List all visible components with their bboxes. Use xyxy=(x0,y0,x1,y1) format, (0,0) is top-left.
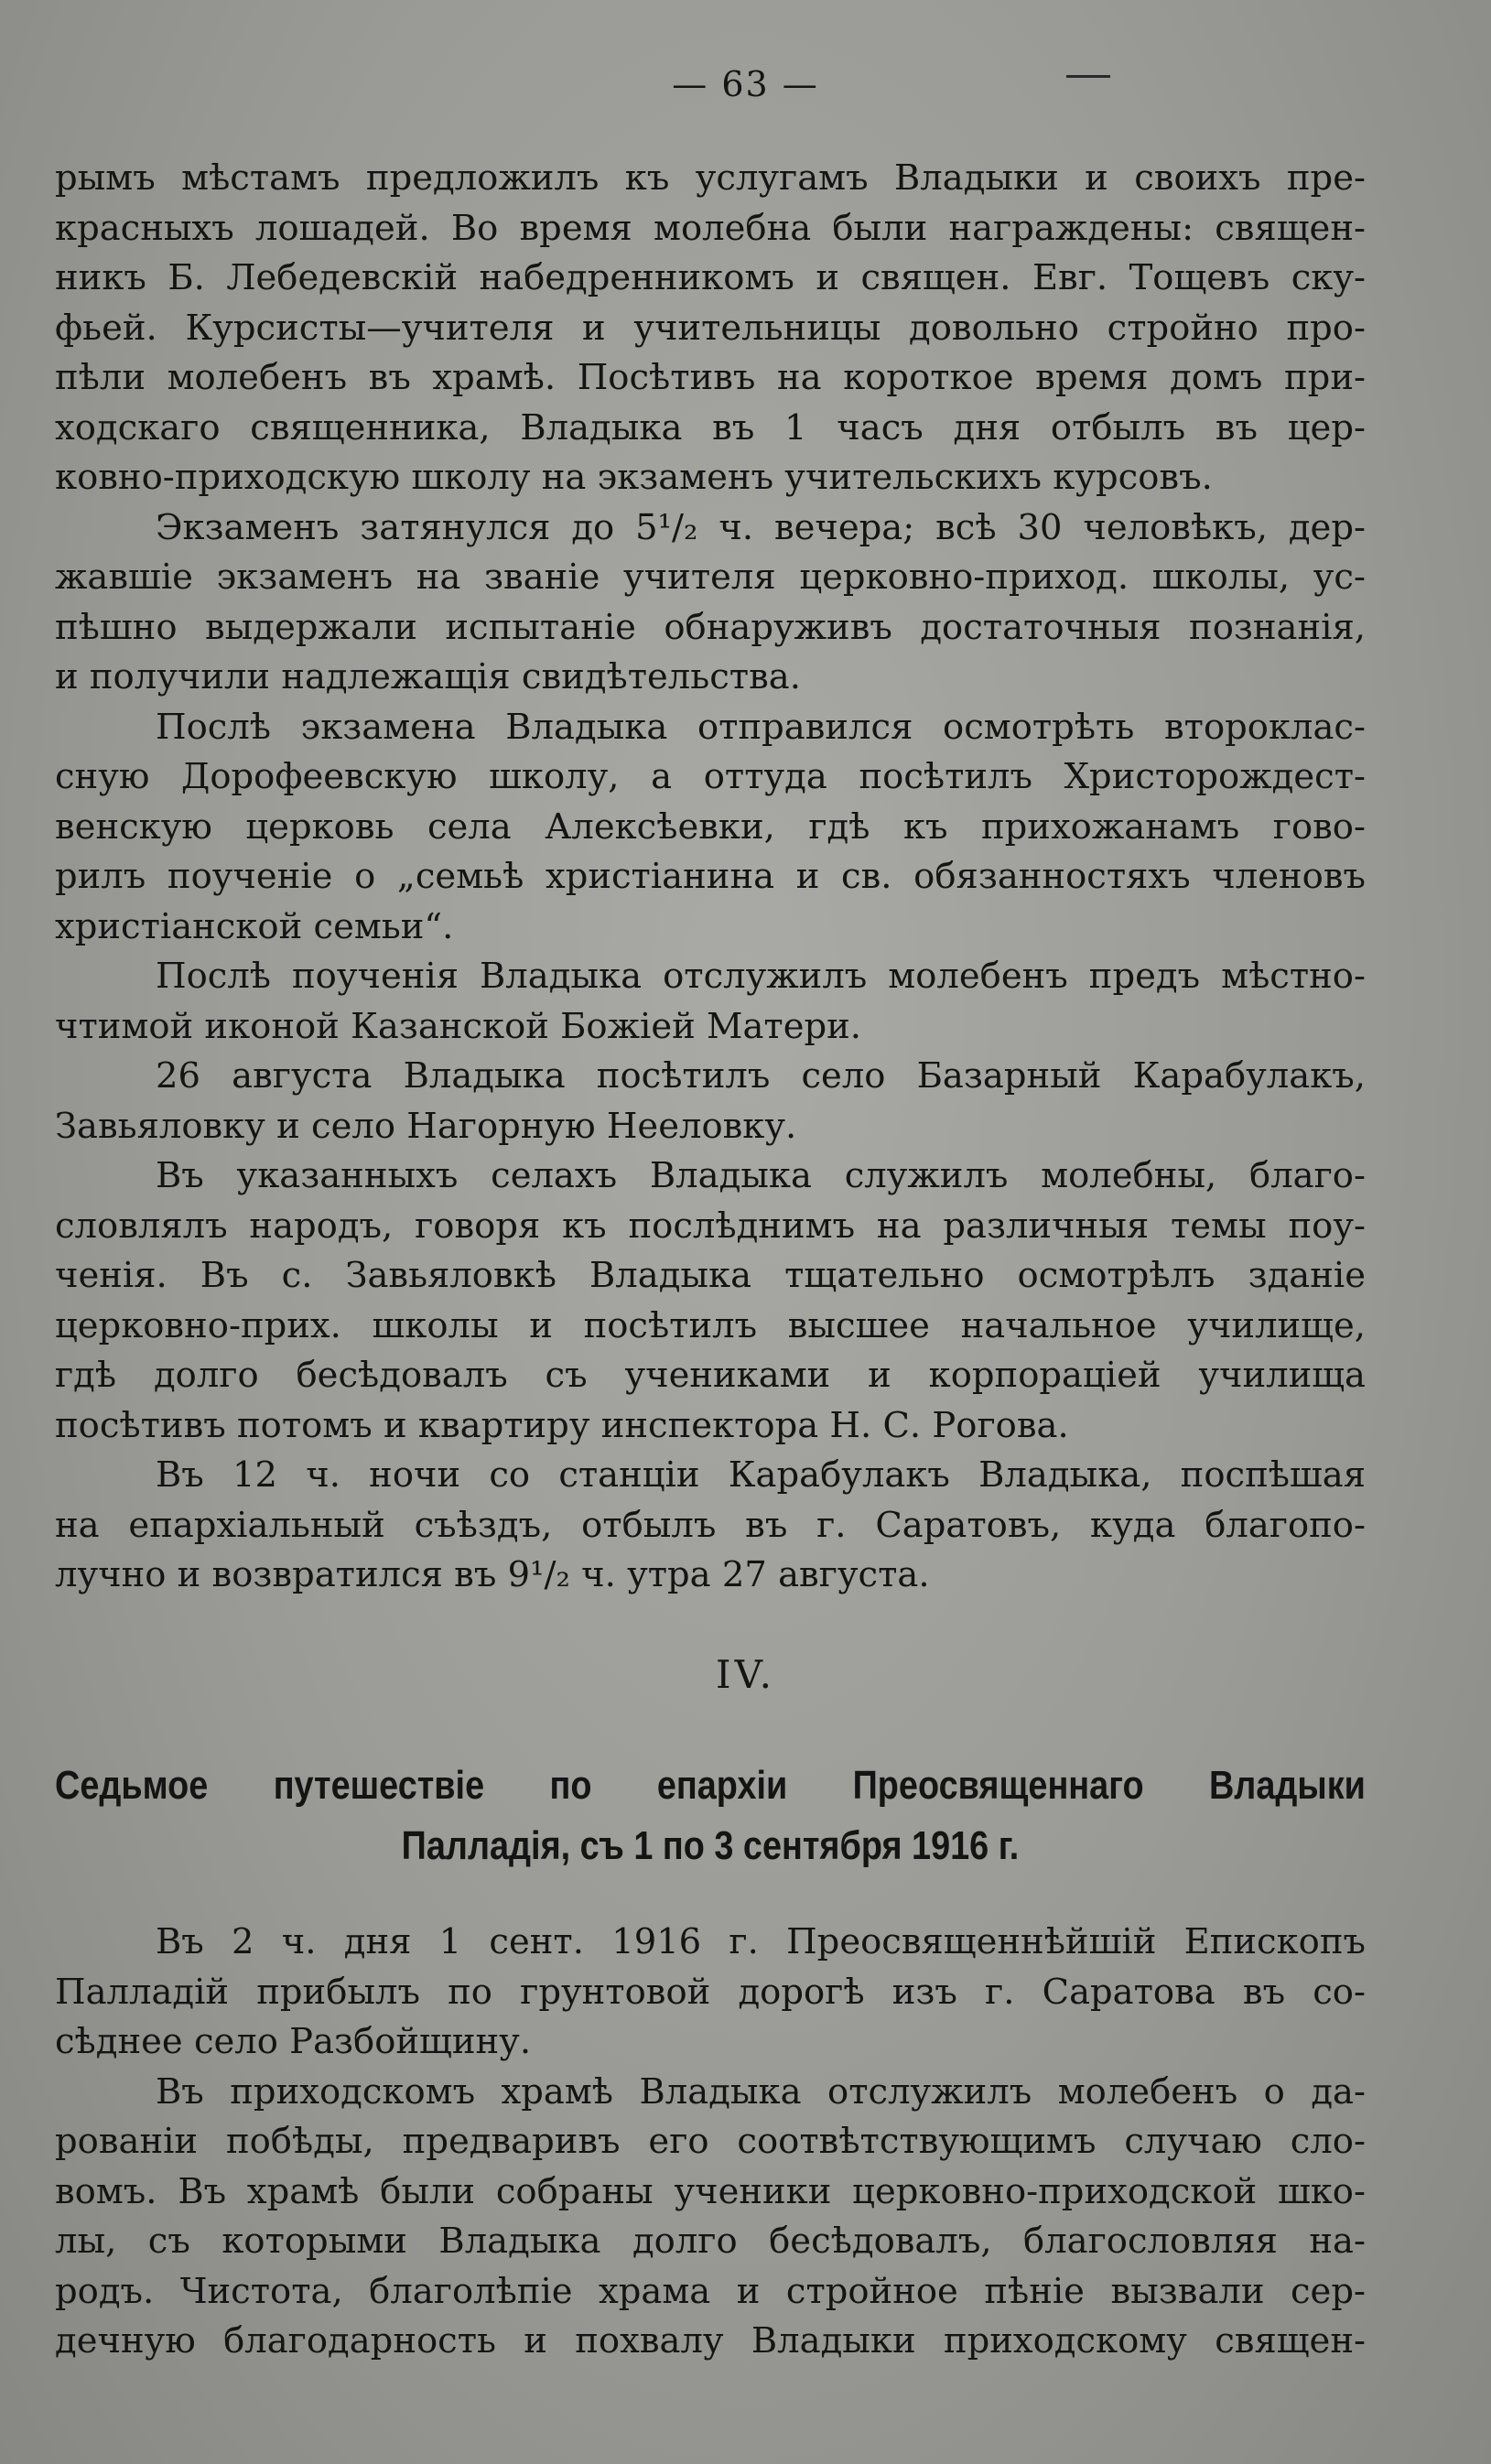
text-line: 26 августа Владыка посѣтилъ село Базарный Карабулакъ, xyxy=(156,1055,1366,1097)
page-number: — 63 — xyxy=(672,64,819,104)
text-line: Послѣ экзамена Владыка отправился осмотрѣть второклас- xyxy=(156,706,1366,748)
section-number: IV. xyxy=(716,1652,775,1697)
text-line: Послѣ поученія Владыка отслужилъ молебенъ предъ мѣстно- xyxy=(156,956,1366,997)
text-line: на епархіальный съѣздъ, отбылъ въ г. Саратовъ, куда благопо- xyxy=(55,1504,1366,1546)
text-line: лучно и возвратился въ 9¹/₂ ч. утра 27 августа. xyxy=(55,1554,930,1595)
text-line: чтимой иконой Казанской Божіей Матери. xyxy=(55,1005,862,1047)
paragraph xyxy=(55,154,1366,503)
text-line: пѣшно выдержали испытаніе обнаруживъ достаточныя познанія, xyxy=(55,606,1366,648)
section-heading-line-2: Палладія, съ 1 по 3 сентября 1916 г. xyxy=(401,1823,1020,1868)
paragraph xyxy=(55,1451,1366,1601)
text-line: ченія. Въ с. Завьяловкѣ Владыка тщательно осмотрѣлъ зданіе xyxy=(55,1255,1366,1296)
text-line: и получили надлежащія свидѣтельства. xyxy=(55,656,801,697)
text-line: Въ 2 ч. дня 1 сент. 1916 г. Преосвященнѣйшій Епископъ xyxy=(156,1921,1366,1962)
text-line: христіанской семьи“. xyxy=(55,905,454,947)
text-line: рымъ мѣстамъ предложилъ къ услугамъ Владыки и своихъ пре- xyxy=(55,157,1366,199)
text-line: фьей. Курсисты—учителя и учительницы довольно стройно про- xyxy=(55,307,1366,349)
text-line: дечную благодарность и похвалу Владыки приходскому священ- xyxy=(55,2320,1366,2361)
text-line: Въ приходскомъ храмѣ Владыка отслужилъ молебенъ о да- xyxy=(156,2070,1366,2113)
text-line: церковно-прих. школы и посѣтилъ высшее начальное училище, xyxy=(55,1304,1366,1346)
text-line: красныхъ лошадей. Во время молебна были награждены: священ- xyxy=(55,207,1366,249)
section-heading xyxy=(55,1756,1366,1876)
paragraph xyxy=(55,1151,1366,1451)
text-line: рованіи побѣды, предваривъ его соотвѣтствующимъ случаю сло- xyxy=(55,2121,1366,2162)
text-line: Въ 12 ч. ночи со станціи Карабулакъ Владыка, поспѣшая xyxy=(156,1454,1366,1496)
text-line: рилъ поученіе о „семьѣ христіанина и св. обязанностяхъ членовъ xyxy=(55,856,1366,897)
text-line: ходскаго священника, Владыка въ 1 часъ дня отбылъ въ цер- xyxy=(55,406,1366,448)
text-line: венскую церковь села Алексѣевки, гдѣ къ прихожанамъ гово- xyxy=(55,805,1366,848)
text-line: родъ. Чистота, благолѣпіе храма и стройное пѣніе вызвали сер- xyxy=(55,2270,1366,2312)
text-line: словлялъ народъ, говоря къ послѣднимъ на различныя темы поу- xyxy=(55,1205,1366,1247)
text-line: лы, съ которыми Владыка долго бесѣдовалъ, благословляя на- xyxy=(55,2221,1366,2262)
text-line: гдѣ долго бесѣдовалъ съ учениками и корпораціей училища xyxy=(55,1355,1366,1396)
paragraph xyxy=(55,1918,1366,2068)
paragraph xyxy=(55,703,1366,953)
paragraph xyxy=(55,2068,1366,2367)
text-line: Палладій прибылъ по грунтовой дорогѣ изъ г. Саратова въ со- xyxy=(55,1971,1366,2013)
text-line: вомъ. Въ храмѣ были собраны ученики церковно-приходской шко- xyxy=(55,2170,1366,2212)
paragraph xyxy=(55,1052,1366,1151)
section-heading-line-1: Седьмое путешествіе по епархіи Преосвященнаго Владыки xyxy=(55,1763,1366,1808)
printer-mark xyxy=(1066,75,1110,78)
paragraph xyxy=(55,503,1366,703)
text-line: ковно-приходскую школу на экзаменъ учительскихъ курсовъ. xyxy=(55,457,1213,498)
text-line: сѣднее село Разбойщину. xyxy=(55,2021,532,2062)
text-line: сную Дорофеевскую школу, а оттуда посѣтилъ Христорождест- xyxy=(55,756,1366,797)
text-line: пѣли молебенъ въ храмѣ. Посѣтивъ на короткое время домъ при- xyxy=(55,357,1366,398)
text-line: Экзаменъ затянулся до 5¹/₂ ч. вечера; всѣ 30 человѣкъ, дер- xyxy=(156,506,1366,548)
body-text-bottom xyxy=(55,1918,1366,2367)
text-line: жавшіе экзаменъ на званіе учителя церковно-приход. школы, ус- xyxy=(55,557,1366,598)
text-line: посѣтивъ потомъ и квартиру инспектора Н. С. Рогова. xyxy=(55,1404,1069,1446)
text-line: никъ Б. Лебедевскій набедренникомъ и священ. Евг. Тощевъ ску- xyxy=(55,257,1366,298)
text-line: Въ указанныхъ селахъ Владыка служилъ молебны, благо- xyxy=(156,1155,1366,1196)
text-line: Завьяловку и село Нагорную Нееловку. xyxy=(55,1105,797,1147)
body-text-top xyxy=(55,154,1366,1601)
paragraph xyxy=(55,952,1366,1052)
